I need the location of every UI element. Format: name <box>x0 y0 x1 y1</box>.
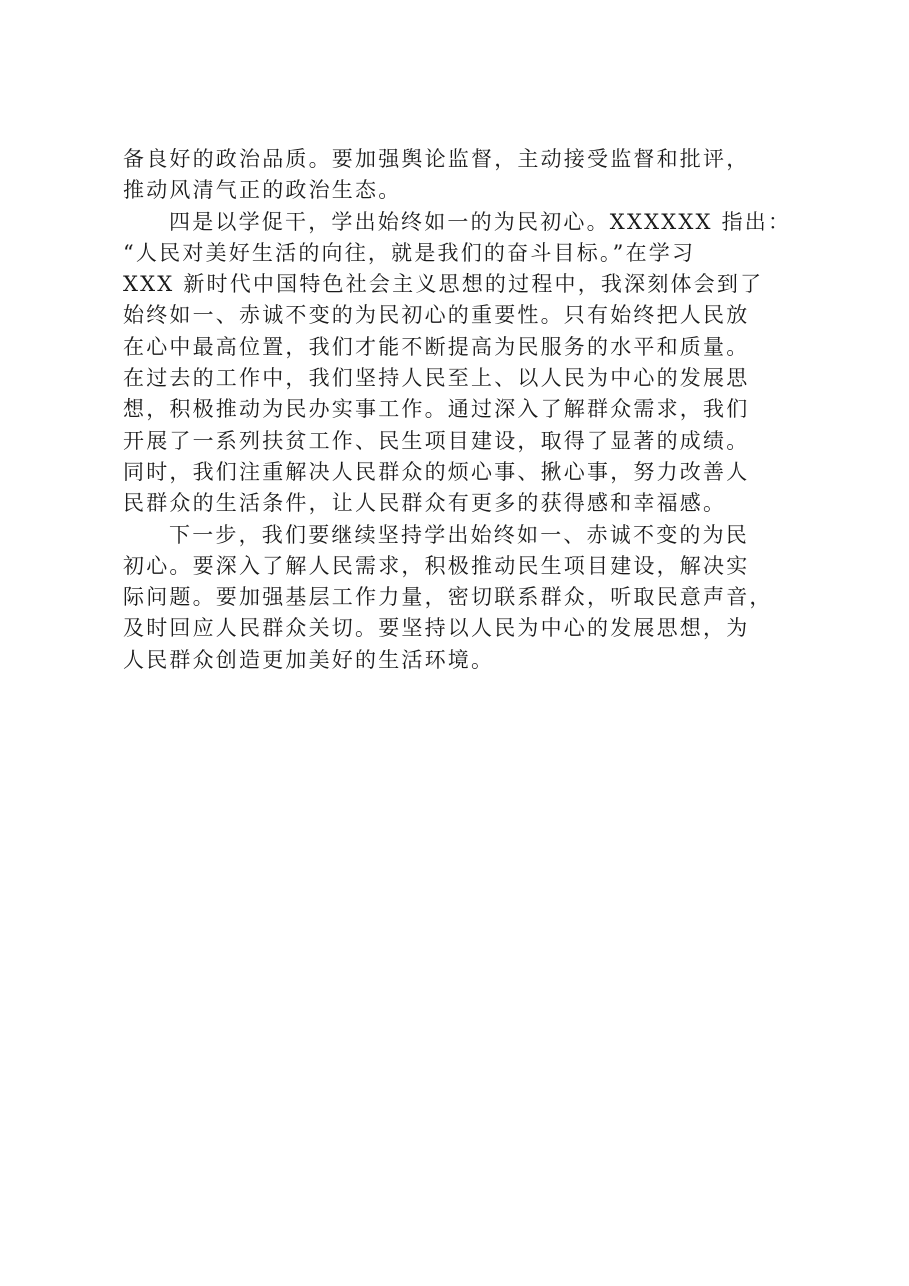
body-text <box>123 144 803 676</box>
paragraph-start-line: 四是以学促干，学出始终如一的为民初心。XXXXXX 指出： <box>169 209 792 234</box>
paragraph-start-line: 下一步，我们要继续坚持学出始终如一、赤诚不变的为民 <box>169 522 749 547</box>
text-line: 在心中最高位置，我们才能不断提高为民服务的水平和质量。 <box>123 334 750 359</box>
text-line: 人民群众创造更加美好的生活环境。 <box>123 647 495 672</box>
text-line: 始终如一、赤诚不变的为民初心的重要性。只有始终把人民放 <box>123 303 750 328</box>
text-line: 开展了一系列扶贫工作、民生项目建设，取得了显著的成绩。 <box>123 428 750 453</box>
text-line: 初心。要深入了解人民需求，积极推动民生项目建设，解决实 <box>123 553 750 578</box>
text-line: 推动风清气正的政治生态。 <box>123 178 402 203</box>
text-line: XXX 新时代中国特色社会主义思想的过程中，我深刻体会到了 <box>123 272 764 297</box>
text-line: “人民对美好生活的向往，就是我们的奋斗目标。”在学习 <box>123 240 696 265</box>
text-line: 际问题。要加强基层工作力量，密切联系群众，听取民意声音， <box>123 585 773 610</box>
text-line: 备良好的政治品质。要加强舆论监督，主动接受监督和批评， <box>123 147 750 171</box>
text-line: 在过去的工作中，我们坚持人民至上、以人民为中心的发展思 <box>123 366 750 391</box>
text-line: 想，积极推动为民办实事工作。通过深入了解群众需求，我们 <box>123 397 750 422</box>
text-line: 同时，我们注重解决人民群众的烦心事、揪心事，努力改善人 <box>123 459 750 484</box>
text-line: 及时回应人民群众关切。要坚持以人民为中心的发展思想，为 <box>123 616 750 641</box>
text-line: 民群众的生活条件，让人民群众有更多的获得感和幸福感。 <box>123 491 727 516</box>
